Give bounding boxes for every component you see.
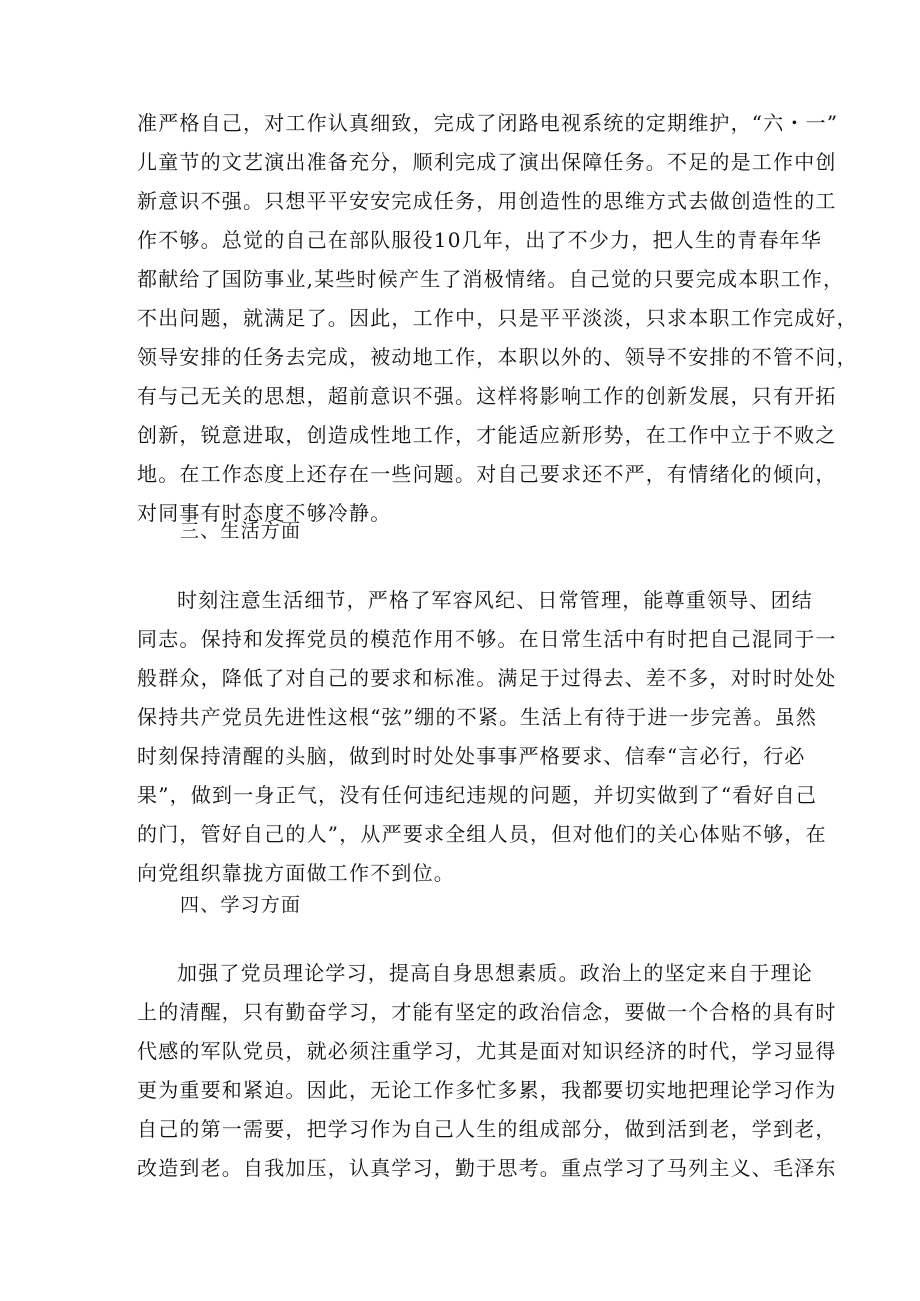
paragraph-line: 般群众，降低了对自己的要求和标准。满足于过得去、差不多，对时时处处 <box>137 666 837 690</box>
paragraph-line: 时刻注意生活细节，严格了军容风纪、日常管理，能尊重领导、团结 <box>177 588 813 612</box>
paragraph-line: 果”，做到一身正气，没有任何违纪违规的问题，并切实做到了“看好自己 <box>137 783 818 807</box>
paragraph-line: 儿童节的文艺演出准备充分，顺利完成了演出保障任务。不足的是工作中创 <box>137 150 837 174</box>
paragraph-line: 的门，管好自己的人”，从严要求全组人员，但对他们的关心体贴不够，在 <box>137 822 827 846</box>
paragraph-line: 改造到老。自我加压，认真学习，勤于思考。重点学习了马列主义、毛泽东 <box>137 1156 837 1180</box>
paragraph-line: 领导安排的任务去完成，被动地工作，本职以外的、领导不安排的不管不问， <box>137 345 858 369</box>
life-paragraph <box>137 586 837 898</box>
paragraph-line: 向党组织靠拢方面做工作不到位。 <box>137 861 455 885</box>
paragraph-line: 作不够。总觉的自己在部队服役10几年，出了不少力，把人生的青春年华 <box>137 228 823 252</box>
paragraph-line: 时刻保持清醒的头脑，做到时时处处事事严格要求、信奉“言必行，行必 <box>137 744 806 768</box>
paragraph-line: 上的清醒，只有勤奋学习，才能有坚定的政治信念，要做一个合格的具有时 <box>137 1000 837 1024</box>
paragraph-line: 新意识不强。只想平平安安完成任务，用创造性的思维方式去做创造性的工 <box>137 189 837 213</box>
paragraph-line: 加强了党员理论学习，提高自身思想素质。政治上的坚定来自于理论 <box>177 961 813 985</box>
paragraph-line: 自己的第一需要，把学习作为自己人生的组成部分，做到活到老，学到老， <box>137 1117 837 1141</box>
paragraph-line: 对同事有时态度不够冷静。 <box>137 501 392 525</box>
paragraph-line: 都献给了国防事业,某些时候产生了消极情绪。自己觉的只要完成本职工作， <box>137 267 845 291</box>
paragraph-line: 不出问题，就满足了。因此，工作中，只是平平淡淡，只求本职工作完成好， <box>137 306 858 330</box>
paragraph-line: 同志。保持和发挥党员的模范作用不够。在日常生活中有时把自己混同于一 <box>137 627 837 651</box>
work-paragraph <box>137 109 858 538</box>
paragraph-line: 代感的军队党员，就必须注重学习，尤其是面对知识经济的时代，学习显得 <box>137 1039 837 1063</box>
paragraph-line: 地。在工作态度上还存在一些问题。对自己要求还不严，有情绪化的倾向， <box>137 462 837 486</box>
paragraph-line: 更为重要和紧迫。因此，无论工作多忙多累，我都要切实地把理论学习作为 <box>137 1078 837 1102</box>
paragraph-line: 准严格自己，对工作认真细致，完成了闭路电视系统的定期维护，“六・一” <box>137 111 839 135</box>
section-heading-life: 三、生活方面 <box>180 520 302 542</box>
paragraph-line: 创新，锐意进取，创造成性地工作，才能适应新形势，在工作中立于不败之 <box>137 423 837 447</box>
section-heading-study: 四、学习方面 <box>180 894 302 916</box>
paragraph-line: 有与己无关的思想，超前意识不强。这样将影响工作的创新发展，只有开拓 <box>137 384 837 408</box>
paragraph-line: 保持共产党员先进性这根“弦”绷的不紧。生活上有待于进一步完善。虽然 <box>137 705 818 729</box>
study-paragraph <box>137 959 837 1193</box>
